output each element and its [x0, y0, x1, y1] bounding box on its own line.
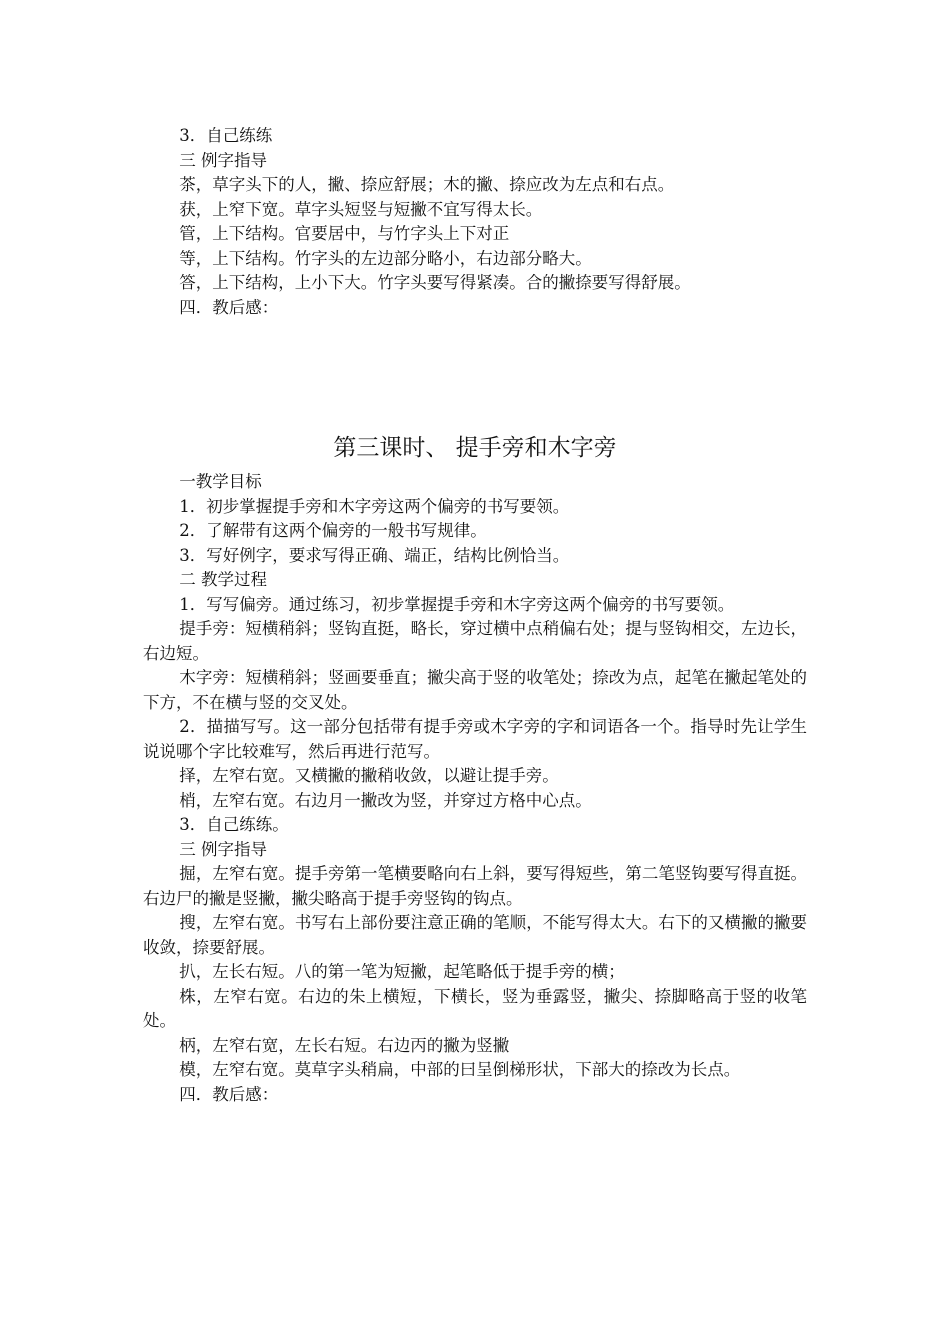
paragraph: 2．了解带有这两个偏旁的一般书写规律。: [179, 521, 487, 540]
section-heading: 三 例字指导: [179, 839, 268, 859]
paragraph: 获，上窄下宽。草字头短竖与短撇不宜写得太长。: [179, 199, 543, 219]
paragraph: 3．自己练练: [179, 126, 273, 145]
paragraph: 管，上下结构。官要居中，与竹字头上下对正: [179, 224, 510, 243]
section-heading: 三 例字指导: [179, 150, 268, 170]
paragraph: 搜，左窄右宽。书写右上部份要注意正确的笔顺，不能写得太大。右下的又横撇的撇要收敛，捺要舒展。: [143, 913, 807, 957]
lesson-three-section: [143, 470, 807, 1107]
paragraph: 等，上下结构。竹字头的左边部分略小，右边部分略大。: [179, 248, 592, 268]
paragraph: 茶，草字头下的人，撇、捺应舒展；木的撇、捺应改为左点和右点。: [179, 175, 675, 194]
paragraph: 株，左窄右宽。右边的朱上横短，下横长，竖为垂露竖，撇尖、捺脚略高于竖的收笔处。: [143, 986, 807, 1030]
paragraph: 扒，左长右短。八的第一笔为短撇，起笔略低于提手旁的横；: [179, 962, 625, 981]
section-heading: 二 教学过程: [179, 570, 268, 589]
paragraph: 择，左窄右宽。又横撇的撇稍收敛，以避让提手旁。: [179, 766, 559, 785]
section-heading: 一教学目标: [179, 472, 262, 491]
paragraph: 3．写好例字，要求写得正确、端正，结构比例恰当。: [179, 545, 570, 565]
paragraph: 1．写写偏旁。通过练习，初步掌握提手旁和木字旁这两个偏旁的书写要领。: [179, 594, 735, 614]
paragraph: 1．初步掌握提手旁和木字旁这两个偏旁的书写要领。: [179, 496, 570, 516]
lesson-title: 第三课时、 提手旁和木字旁: [333, 435, 617, 461]
paragraph: 3．自己练练。: [179, 815, 289, 834]
section-heading: 四．教后感：: [179, 297, 279, 317]
paragraph: 掘，左窄右宽。提手旁第一笔横要略向右上斜，要写得短些，第二笔竖钩要写得直挺。右边尸的撇是竖撇，撇尖略高于提手旁竖钩的钩点。: [143, 864, 807, 908]
section-heading: 四．教后感：: [179, 1084, 279, 1104]
paragraph: 答，上下结构，上小下大。竹字头要写得紧凑。合的撇捺要写得舒展。: [179, 273, 691, 292]
paragraph: 柄，左窄右宽，左长右短。右边丙的撇为竖撇: [179, 1035, 510, 1055]
paragraph: 2．描描写写。这一部分包括带有提手旁或木字旁的字和词语各一个。指导时先让学生说说哪个字比较难写，然后再进行范写。: [143, 717, 807, 761]
paragraph: 梢，左窄右宽。右边月一撇改为竖，并穿过方格中心点。: [179, 790, 592, 810]
paragraph: 模，左窄右宽。莫草字头稍扁，中部的曰呈倒梯形状，下部大的捺改为长点。: [179, 1060, 741, 1079]
paragraph: 木字旁：短横稍斜；竖画要垂直；撇尖高于竖的收笔处；捺改为点，起笔在撇起笔处的下方，不在横与竖的交叉处。: [143, 668, 807, 712]
lesson-two-tail-section: [143, 124, 807, 320]
paragraph: 提手旁：短横稍斜；竖钩直挺，略长，穿过横中点稍偏右处；提与竖钩相交，左边长，右边短。: [143, 619, 807, 663]
